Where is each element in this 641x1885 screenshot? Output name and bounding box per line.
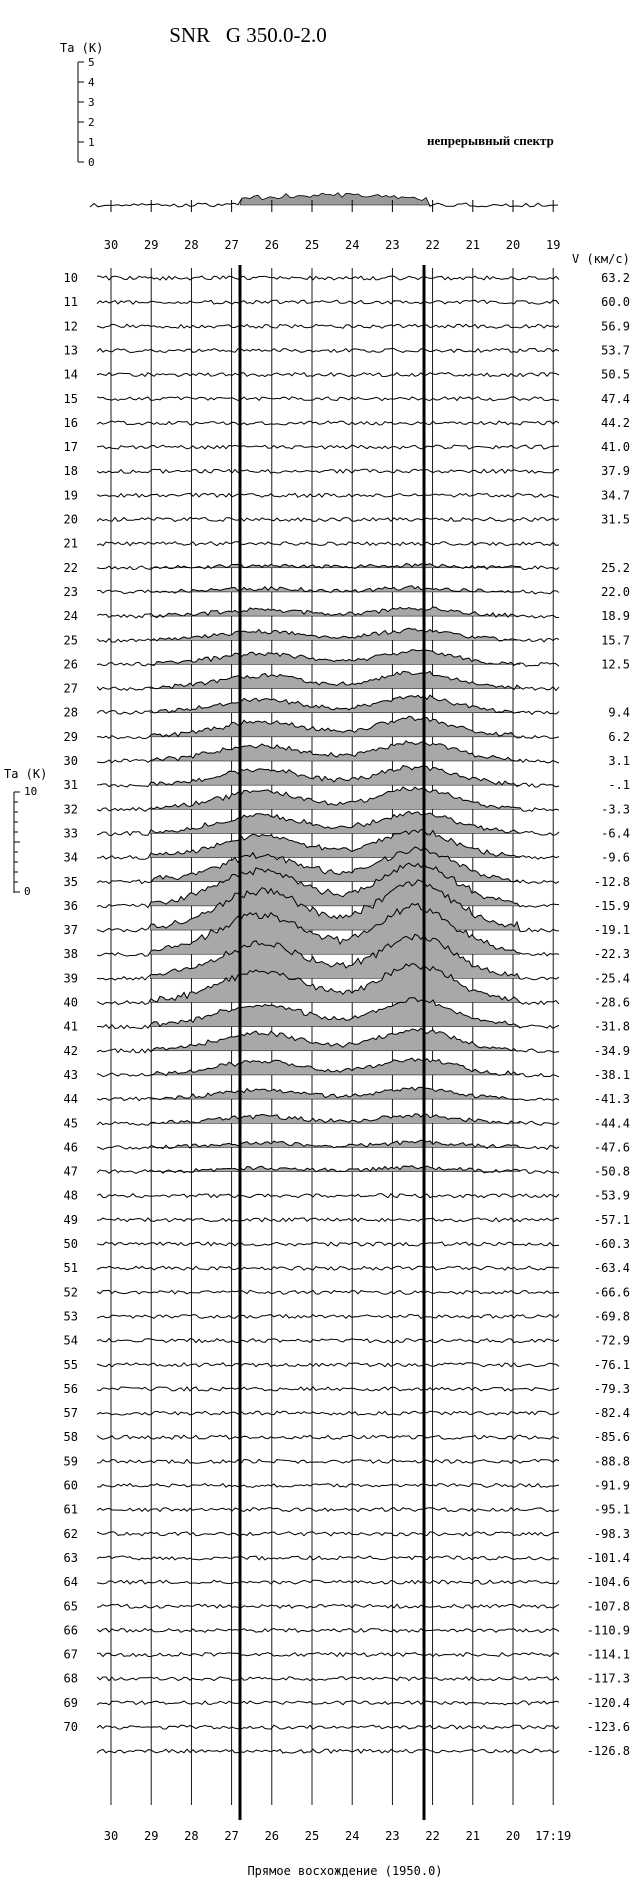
scale-mid-tick-label: 10 bbox=[24, 785, 38, 798]
velocity-value: 15.7 bbox=[601, 633, 630, 648]
velocity-value: -72.9 bbox=[593, 1333, 630, 1348]
channel-spectrum-line bbox=[97, 324, 559, 328]
channel-number: 39 bbox=[63, 971, 78, 986]
ra-tick-label-bottom: 25 bbox=[304, 1829, 320, 1843]
channel-spectrum-line bbox=[97, 1290, 559, 1294]
velocity-value: 44.2 bbox=[601, 415, 630, 430]
velocity-value: 18.9 bbox=[601, 609, 630, 624]
channel-spectrum-line bbox=[97, 518, 559, 522]
channel-number: 20 bbox=[63, 512, 78, 527]
channel-number: 53 bbox=[63, 1309, 78, 1324]
velocity-value: -63.4 bbox=[593, 1261, 630, 1276]
x-axis-label: Прямое восхождение (1950.0) bbox=[247, 1864, 443, 1878]
channel-spectrum-line bbox=[97, 542, 559, 546]
velocity-value: 31.5 bbox=[601, 512, 630, 527]
channel-number: 32 bbox=[63, 802, 78, 817]
channel-number: 66 bbox=[63, 1623, 78, 1638]
channel-number: 57 bbox=[63, 1406, 78, 1421]
channel-number: 45 bbox=[63, 1116, 78, 1131]
channel-number: 52 bbox=[63, 1285, 78, 1300]
emission-fill bbox=[150, 1114, 520, 1124]
velocity-value: -31.8 bbox=[593, 1019, 630, 1034]
velocity-value: -22.3 bbox=[593, 947, 630, 962]
channel-spectrum-line bbox=[97, 1166, 559, 1174]
ra-tick-label-top: 27 bbox=[224, 238, 239, 252]
channel-number: 65 bbox=[63, 1599, 78, 1614]
ra-tick-label-bottom: 27 bbox=[224, 1829, 239, 1843]
velocity-value: -57.1 bbox=[593, 1212, 630, 1227]
channel-spectrum-line bbox=[97, 445, 559, 449]
channel-number: 58 bbox=[63, 1430, 78, 1445]
channel-number: 31 bbox=[63, 778, 78, 793]
channel-number: 36 bbox=[63, 898, 78, 913]
velocity-value: -12.8 bbox=[593, 874, 630, 889]
channel-number: 48 bbox=[63, 1188, 78, 1203]
velocity-value: -50.8 bbox=[593, 1164, 630, 1179]
scale-top-tick-label: 1 bbox=[88, 136, 95, 149]
scale-mid-ticks bbox=[14, 785, 37, 898]
channel-number: 19 bbox=[63, 488, 78, 503]
channel-number: 10 bbox=[63, 271, 78, 285]
channel-spectrum-line bbox=[97, 469, 559, 473]
channel-spectrum-line bbox=[97, 1363, 559, 1367]
velocity-value: -53.9 bbox=[593, 1188, 630, 1203]
channel-spectrum-line bbox=[97, 1411, 559, 1415]
channel-number: 37 bbox=[63, 923, 78, 938]
channel-number: 69 bbox=[63, 1695, 78, 1710]
velocity-value: 47.4 bbox=[601, 391, 630, 406]
velocity-value: -.1 bbox=[608, 778, 630, 793]
channel-number: 61 bbox=[63, 1502, 78, 1517]
channel-number: 51 bbox=[63, 1261, 78, 1276]
velocity-value: -15.9 bbox=[593, 898, 630, 913]
ra-tick-label-bottom: 22 bbox=[425, 1829, 440, 1843]
channel-spectrum-line bbox=[97, 1339, 559, 1343]
ra-tick-label-top: 19 bbox=[545, 238, 561, 252]
scale-top-ticks bbox=[78, 56, 95, 169]
channel-number: 18 bbox=[63, 464, 78, 479]
channel-spectrum-line bbox=[97, 1580, 559, 1584]
ra-axis-labels-bottom bbox=[104, 1829, 571, 1843]
channel-number: 16 bbox=[63, 415, 78, 430]
ra-tick-label-top: 26 bbox=[264, 238, 280, 252]
velocity-value: -47.6 bbox=[593, 1140, 630, 1155]
velocity-value: -126.8 bbox=[586, 1744, 630, 1759]
scale-top-tick-label: 4 bbox=[88, 76, 95, 89]
scale-top-tick-label: 3 bbox=[88, 96, 95, 109]
channel-number: 17 bbox=[63, 440, 78, 455]
velocity-column-header: V (км/с) bbox=[572, 252, 630, 266]
velocity-value: 56.9 bbox=[601, 319, 630, 334]
emission-fill bbox=[150, 1028, 520, 1052]
velocity-value: -101.4 bbox=[586, 1550, 630, 1565]
channel-number: 63 bbox=[63, 1550, 78, 1565]
velocity-value: -9.6 bbox=[601, 850, 630, 865]
channel-number: 49 bbox=[63, 1212, 78, 1227]
ra-tick-label-top: 24 bbox=[344, 238, 360, 252]
continuum-spectrum bbox=[90, 193, 558, 212]
scale-top-tick-label: 0 bbox=[88, 156, 95, 169]
velocity-value: 41.0 bbox=[601, 440, 630, 455]
velocity-value: 60.0 bbox=[601, 295, 630, 310]
channel-number: 25 bbox=[63, 633, 78, 648]
channel-number: 12 bbox=[63, 319, 78, 334]
channel-number: 50 bbox=[63, 1237, 78, 1251]
channel-number: 46 bbox=[63, 1140, 78, 1155]
channel-number: 35 bbox=[63, 874, 78, 889]
velocity-value: -98.3 bbox=[593, 1526, 630, 1541]
velocity-value: -34.9 bbox=[593, 1043, 630, 1058]
scale-top-tick-label: 5 bbox=[88, 56, 95, 69]
channel-number: 56 bbox=[63, 1381, 78, 1396]
channel-number: 22 bbox=[63, 560, 78, 575]
velocity-value: 53.7 bbox=[601, 343, 630, 358]
velocity-value: -110.9 bbox=[586, 1623, 630, 1638]
velocity-value: 9.4 bbox=[608, 705, 630, 720]
velocity-value: -60.3 bbox=[593, 1237, 630, 1251]
channel-spectrum-line bbox=[97, 1484, 559, 1488]
velocity-value: 63.2 bbox=[601, 271, 630, 285]
velocity-value: 25.2 bbox=[601, 560, 630, 575]
velocity-value: -88.8 bbox=[593, 1454, 630, 1469]
channel-number: 29 bbox=[63, 729, 78, 744]
channel-spectrum-line bbox=[97, 1556, 559, 1560]
velocity-value: -79.3 bbox=[593, 1381, 630, 1396]
channel-spectrum-line bbox=[97, 1604, 559, 1608]
ra-tick-label-bottom: 20 bbox=[505, 1829, 521, 1843]
chart-title: SNR G 350.0-2.0 bbox=[169, 23, 327, 47]
scale-top-title: Ta (K) bbox=[60, 41, 104, 55]
velocity-value: -123.6 bbox=[586, 1720, 630, 1734]
channel-spectrum-line bbox=[97, 1218, 559, 1222]
velocity-labels bbox=[587, 271, 630, 1758]
ra-tick-label-bottom: 24 bbox=[344, 1829, 360, 1843]
channel-number: 67 bbox=[63, 1647, 78, 1662]
emission-fill bbox=[150, 787, 520, 809]
channel-number: 68 bbox=[63, 1671, 78, 1686]
ra-tick-label-top: 21 bbox=[465, 238, 481, 252]
velocity-value: -6.4 bbox=[601, 826, 630, 841]
ra-tick-label-top: 22 bbox=[425, 238, 440, 252]
channel-number: 15 bbox=[63, 391, 78, 406]
channel-number: 11 bbox=[63, 295, 78, 310]
channel-spectrum-line bbox=[97, 373, 559, 377]
velocity-value: 22.0 bbox=[601, 584, 630, 599]
ra-tick-label-top: 28 bbox=[184, 238, 199, 252]
channel-spectrum-line bbox=[97, 1140, 559, 1149]
channel-number: 38 bbox=[63, 947, 78, 962]
channel-number-labels bbox=[64, 271, 78, 1734]
channel-spectrum-line bbox=[97, 1532, 559, 1536]
ra-tick-label-top: 23 bbox=[385, 238, 400, 252]
channel-number: 64 bbox=[63, 1575, 78, 1590]
channel-number: 27 bbox=[63, 681, 78, 696]
channel-number: 54 bbox=[63, 1333, 78, 1348]
velocity-value: -114.1 bbox=[586, 1647, 630, 1662]
emission-fill bbox=[150, 1087, 520, 1100]
channel-spectrum-line bbox=[97, 1653, 559, 1657]
channel-number: 70 bbox=[63, 1720, 78, 1734]
ra-tick-label-top: 25 bbox=[304, 238, 320, 252]
velocity-value: 37.9 bbox=[601, 464, 630, 479]
channel-spectrum-line bbox=[97, 493, 559, 497]
emission-fill bbox=[150, 830, 520, 858]
channel-number: 34 bbox=[63, 850, 78, 865]
continuum-label: непрерывный спектр bbox=[427, 133, 554, 148]
ra-tick-label-bottom: 26 bbox=[264, 1829, 280, 1843]
channel-number: 14 bbox=[63, 367, 78, 382]
channel-spectrum-line bbox=[97, 1194, 559, 1198]
channel-number: 33 bbox=[63, 826, 78, 841]
channel-number: 44 bbox=[63, 1092, 78, 1107]
velocity-value: -28.6 bbox=[593, 995, 630, 1010]
channel-spectrum-line bbox=[97, 421, 559, 425]
ra-tick-label-bottom: 29 bbox=[143, 1829, 159, 1843]
velocity-value: 3.1 bbox=[608, 754, 630, 768]
velocity-value: -91.9 bbox=[593, 1478, 630, 1493]
channel-spectrum-line bbox=[97, 1435, 559, 1439]
channel-number: 47 bbox=[63, 1164, 78, 1179]
channel-spectrum-line bbox=[97, 1725, 559, 1729]
channel-spectrum-line bbox=[97, 1508, 559, 1512]
velocity-value: -104.6 bbox=[586, 1575, 630, 1590]
velocity-value: -120.4 bbox=[586, 1695, 630, 1710]
scale-top-tick-label: 2 bbox=[88, 116, 95, 129]
channel-spectrum-line bbox=[97, 586, 559, 594]
channel-number: 26 bbox=[63, 657, 78, 672]
channel-number: 62 bbox=[63, 1526, 78, 1541]
ra-grid-lines bbox=[111, 268, 553, 1805]
channel-spectrum-line bbox=[97, 349, 559, 353]
channel-number: 55 bbox=[63, 1357, 78, 1372]
velocity-value: -25.4 bbox=[593, 971, 630, 986]
ra-tick-label-bottom: 30 bbox=[103, 1829, 119, 1843]
channel-spectrum-line bbox=[97, 1242, 559, 1246]
velocity-value: 12.5 bbox=[601, 657, 630, 672]
channel-number: 40 bbox=[63, 995, 78, 1010]
ra-tick-label-top: 29 bbox=[143, 238, 159, 252]
ra-tick-label-bottom: 21 bbox=[465, 1829, 481, 1843]
velocity-value: 34.7 bbox=[601, 488, 630, 503]
channel-number: 42 bbox=[63, 1043, 78, 1058]
velocity-value: -19.1 bbox=[593, 923, 630, 938]
velocity-value: -3.3 bbox=[601, 802, 630, 817]
ra-tick-label-top: 20 bbox=[505, 238, 521, 252]
channel-spectrum-line bbox=[97, 1315, 559, 1319]
channel-number: 23 bbox=[63, 584, 78, 599]
velocity-value: -38.1 bbox=[593, 1067, 630, 1082]
channel-spectrum-line bbox=[97, 1459, 559, 1463]
scale-mid-title: Ta (K) bbox=[4, 767, 48, 781]
velocity-value: -69.8 bbox=[593, 1309, 630, 1324]
channel-number: 13 bbox=[63, 343, 78, 358]
ra-axis-labels-top bbox=[104, 238, 561, 252]
channel-number: 24 bbox=[63, 609, 78, 624]
emission-fill bbox=[150, 766, 520, 787]
emission-fill bbox=[150, 671, 520, 689]
channel-spectrum-line bbox=[97, 1701, 559, 1705]
velocity-value: -82.4 bbox=[593, 1406, 630, 1421]
channel-number: 41 bbox=[63, 1019, 78, 1034]
channel-spectrum-line bbox=[97, 276, 559, 280]
velocity-value: -66.6 bbox=[593, 1285, 630, 1300]
velocity-value: -95.1 bbox=[593, 1502, 630, 1517]
channel-spectrum-line bbox=[97, 1677, 559, 1681]
channel-number: 28 bbox=[63, 705, 78, 720]
ra-tick-label-bottom: 23 bbox=[385, 1829, 400, 1843]
velocity-value: -85.6 bbox=[593, 1430, 630, 1445]
channel-spectrum-line bbox=[97, 300, 559, 304]
ra-tick-label-bottom: 28 bbox=[184, 1829, 199, 1843]
channel-spectrum-line bbox=[97, 1387, 559, 1391]
channel-number: 21 bbox=[63, 536, 78, 551]
channel-spectrum-line bbox=[97, 1628, 559, 1632]
continuum-excess-fill bbox=[240, 193, 430, 206]
channel-number: 43 bbox=[63, 1067, 78, 1082]
velocity-value: 50.5 bbox=[601, 367, 630, 382]
channel-spectrum-line bbox=[97, 1749, 559, 1753]
emission-fill bbox=[150, 811, 520, 833]
channel-number: 60 bbox=[63, 1478, 78, 1493]
velocity-value: 6.2 bbox=[608, 729, 630, 744]
velocity-value: -107.8 bbox=[586, 1599, 630, 1614]
channel-spectrum-line bbox=[97, 1266, 559, 1270]
channel-spectrum-line bbox=[97, 397, 559, 401]
velocity-value: -76.1 bbox=[593, 1357, 630, 1372]
velocity-value: -44.4 bbox=[593, 1116, 630, 1131]
channel-number: 59 bbox=[63, 1454, 78, 1469]
ra-tick-label-bottom: 17:19 bbox=[535, 1829, 572, 1843]
channel-number: 30 bbox=[63, 754, 78, 768]
ra-tick-label-top: 30 bbox=[103, 238, 119, 252]
velocity-value: -41.3 bbox=[593, 1092, 630, 1107]
scale-mid-tick-label: 0 bbox=[24, 885, 31, 898]
channel-spectra bbox=[97, 276, 559, 1753]
velocity-value: -117.3 bbox=[586, 1671, 630, 1686]
